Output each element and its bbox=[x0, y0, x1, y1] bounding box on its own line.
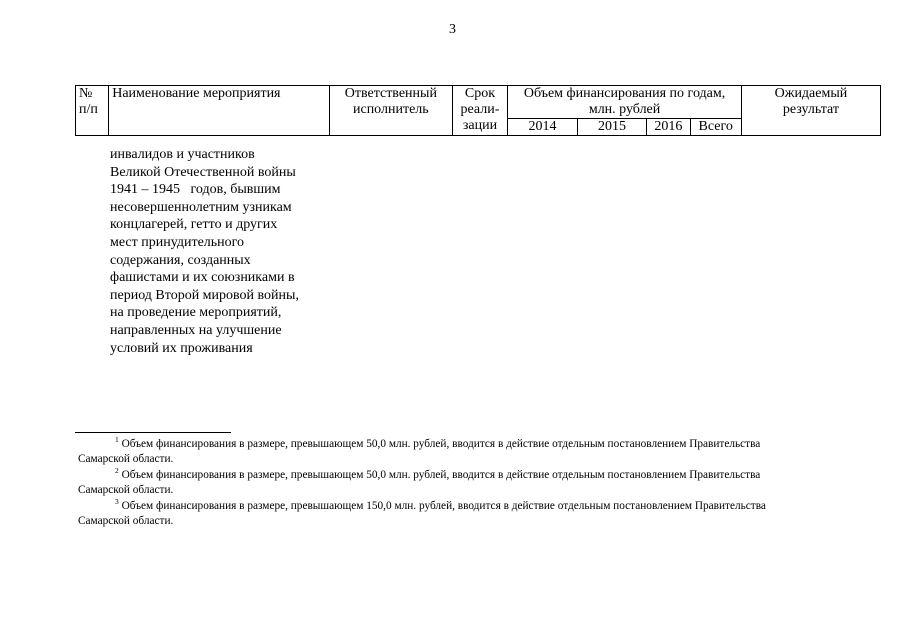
page-number: 3 bbox=[449, 22, 456, 37]
col-header-year-2016: 2016 bbox=[647, 119, 690, 136]
col-header-number: № п/п bbox=[76, 86, 109, 136]
row-text-line: содержания, созданных bbox=[110, 252, 251, 268]
col-header-result: Ожидаемый результат bbox=[741, 86, 880, 136]
row-text-line: условий их проживания bbox=[110, 340, 253, 356]
col-header-responsible: Ответственный исполнитель bbox=[329, 86, 452, 136]
footnote-mark: 2 bbox=[115, 466, 119, 476]
footnote-text-cont: Самарской области. bbox=[78, 483, 174, 496]
footnote-mark: 1 bbox=[115, 435, 119, 445]
footnote-text: Объем финансирования в размере, превышающем 150,0 млн. рублей, вводится в действие отдельным постановлением Правительства bbox=[121, 500, 766, 513]
row-text-line: инвалидов и участников bbox=[110, 147, 255, 162]
row-text-line: 1941 – 1945 годов, бывшим bbox=[110, 182, 281, 198]
footnote-text-cont: Самарской области. bbox=[78, 452, 174, 465]
row-text-line: фашистами и их союзниками в bbox=[110, 270, 295, 286]
row-description bbox=[110, 146, 340, 357]
col-header-year-2014: 2014 bbox=[508, 119, 578, 136]
row-text-line: концлагерей, гетто и других bbox=[110, 217, 278, 233]
footnote-mark: 3 bbox=[115, 497, 119, 507]
col-header-year-2015: 2015 bbox=[577, 119, 647, 136]
col-header-name: Наименование мероприятия bbox=[109, 86, 330, 136]
footnotes bbox=[78, 437, 882, 531]
row-text-line: несовершеннолетним узникам bbox=[110, 199, 292, 215]
row-text-line: на проведение мероприятий, bbox=[110, 305, 282, 321]
col-header-total: Всего bbox=[690, 119, 741, 136]
col-header-term: Срок реали- зации bbox=[452, 86, 507, 136]
footnote bbox=[78, 468, 882, 497]
footnote-divider bbox=[75, 432, 231, 433]
table-header bbox=[75, 85, 881, 136]
footnote-text-cont: Самарской области. bbox=[78, 514, 174, 527]
row-text-line: Великой Отечественной войны bbox=[110, 164, 296, 180]
footnote-text: Объем финансирования в размере, превышающем 50,0 млн. рублей, вводится в действие отдельным постановлением Правительства bbox=[121, 438, 761, 450]
footnote-text: Объем финансирования в размере, превышающем 50,0 млн. рублей, вводится в действие отдельным постановлением Правительства bbox=[121, 469, 761, 482]
col-header-funding: Объем финансирования по годам, млн. рублей bbox=[508, 86, 742, 119]
row-text-line: направленных на улучшение bbox=[110, 322, 282, 338]
footnote bbox=[78, 437, 882, 466]
row-text-line: мест принудительного bbox=[110, 234, 245, 250]
row-text-line: период Второй мировой войны, bbox=[110, 287, 299, 303]
footnote bbox=[78, 499, 882, 528]
